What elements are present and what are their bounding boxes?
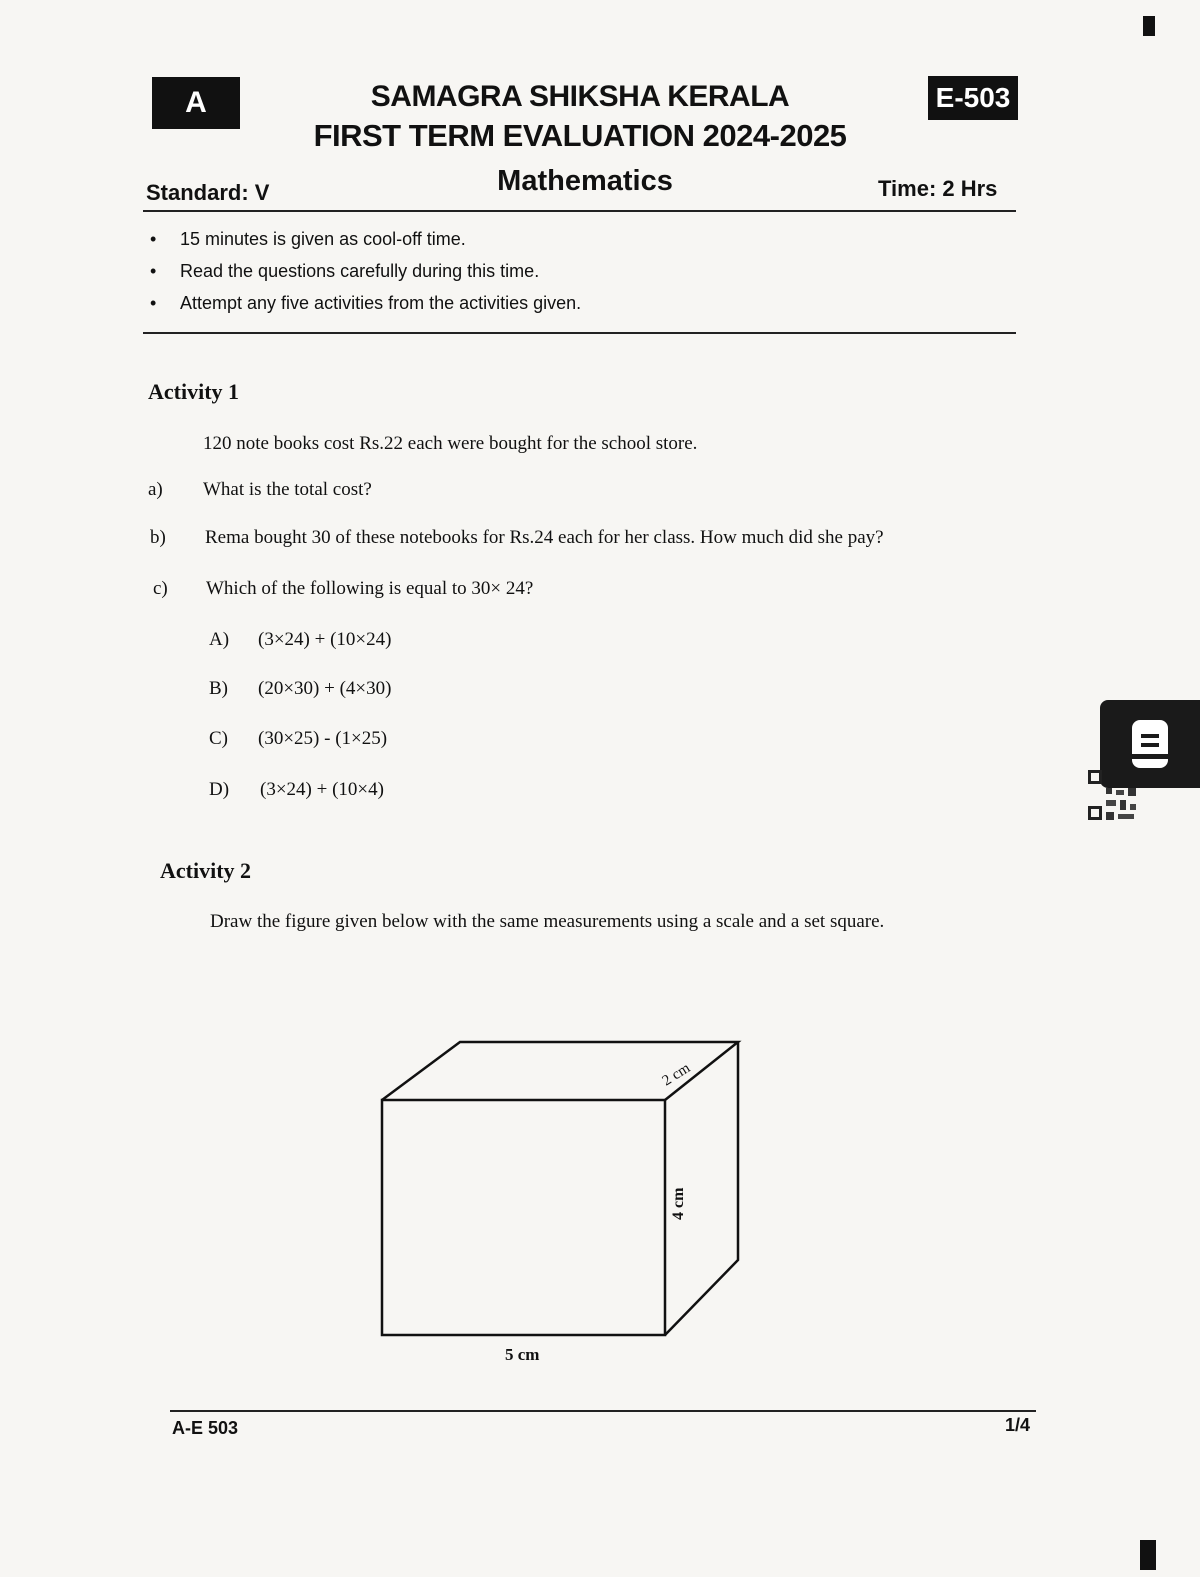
activity-1-title: Activity 1 bbox=[148, 379, 240, 404]
question-label: b) bbox=[150, 527, 166, 548]
header-divider bbox=[143, 210, 1016, 212]
exam-title: FIRST TERM EVALUATION 2024-2025 bbox=[313, 118, 847, 153]
set-label-box bbox=[152, 77, 240, 129]
option-label: C) bbox=[209, 728, 228, 749]
exam-code-box bbox=[928, 76, 1018, 120]
standard-label: Standard: V bbox=[146, 180, 270, 205]
subject-title: Mathematics bbox=[497, 165, 673, 197]
instruction-item: • Read the questions carefully during this time. bbox=[150, 261, 540, 281]
org-title: SAMAGRA SHIKSHA KERALA bbox=[370, 80, 790, 113]
option-b: (20×30) + (4×30) bbox=[258, 678, 392, 699]
corner-mark bbox=[1140, 1540, 1156, 1570]
notes-icon bbox=[1130, 718, 1170, 770]
question-label: a) bbox=[148, 479, 163, 500]
page-number: 1/4 bbox=[1005, 1415, 1031, 1435]
height-label: 4 cm bbox=[670, 1187, 687, 1220]
bullet-icon: • bbox=[150, 293, 157, 313]
option-c: (30×25) - (1×25) bbox=[258, 728, 388, 749]
option-label: D) bbox=[209, 779, 230, 800]
footer-divider bbox=[170, 1410, 1036, 1412]
question-label: c) bbox=[153, 578, 168, 599]
qr-code-icon bbox=[1088, 770, 1138, 822]
question-c: Which of the following is equal to 30× 24? bbox=[206, 578, 534, 599]
instruction-item: • 15 minutes is given as cool-off time. bbox=[150, 229, 466, 249]
exam-code: E-503 bbox=[935, 82, 1011, 113]
option-label: A) bbox=[209, 629, 230, 650]
instruction-item: • Attempt any five activities from the activities given. bbox=[150, 293, 582, 313]
activity-2-instruction: Draw the figure given below with the same measurements using a scale and a set square. bbox=[210, 911, 885, 932]
set-label: A bbox=[185, 86, 207, 119]
depth-label: 2 cm bbox=[659, 1060, 694, 1090]
option-a: (3×24) + (10×24) bbox=[258, 629, 392, 650]
footer-code: A-E 503 bbox=[172, 1418, 239, 1438]
activity-2-title: Activity 2 bbox=[160, 858, 252, 883]
activity-1-intro: 120 note books cost Rs.22 each were bought for the school store. bbox=[203, 433, 698, 454]
bullet-icon: • bbox=[150, 261, 157, 281]
option-label: B) bbox=[209, 678, 228, 699]
box-figure bbox=[370, 1030, 760, 1390]
instructions-divider bbox=[143, 332, 1016, 334]
question-a: What is the total cost? bbox=[203, 479, 372, 500]
time-label: Time: 2 Hrs bbox=[878, 176, 998, 201]
width-label: 5 cm bbox=[505, 1345, 540, 1364]
option-d: (3×24) + (10×4) bbox=[260, 779, 384, 800]
corner-mark bbox=[1143, 16, 1155, 36]
bullet-icon: • bbox=[150, 229, 157, 249]
question-b: Rema bought 30 of these notebooks for Rs.24 each for her class. How much did she pay? bbox=[205, 527, 884, 548]
front-face bbox=[382, 1100, 665, 1335]
